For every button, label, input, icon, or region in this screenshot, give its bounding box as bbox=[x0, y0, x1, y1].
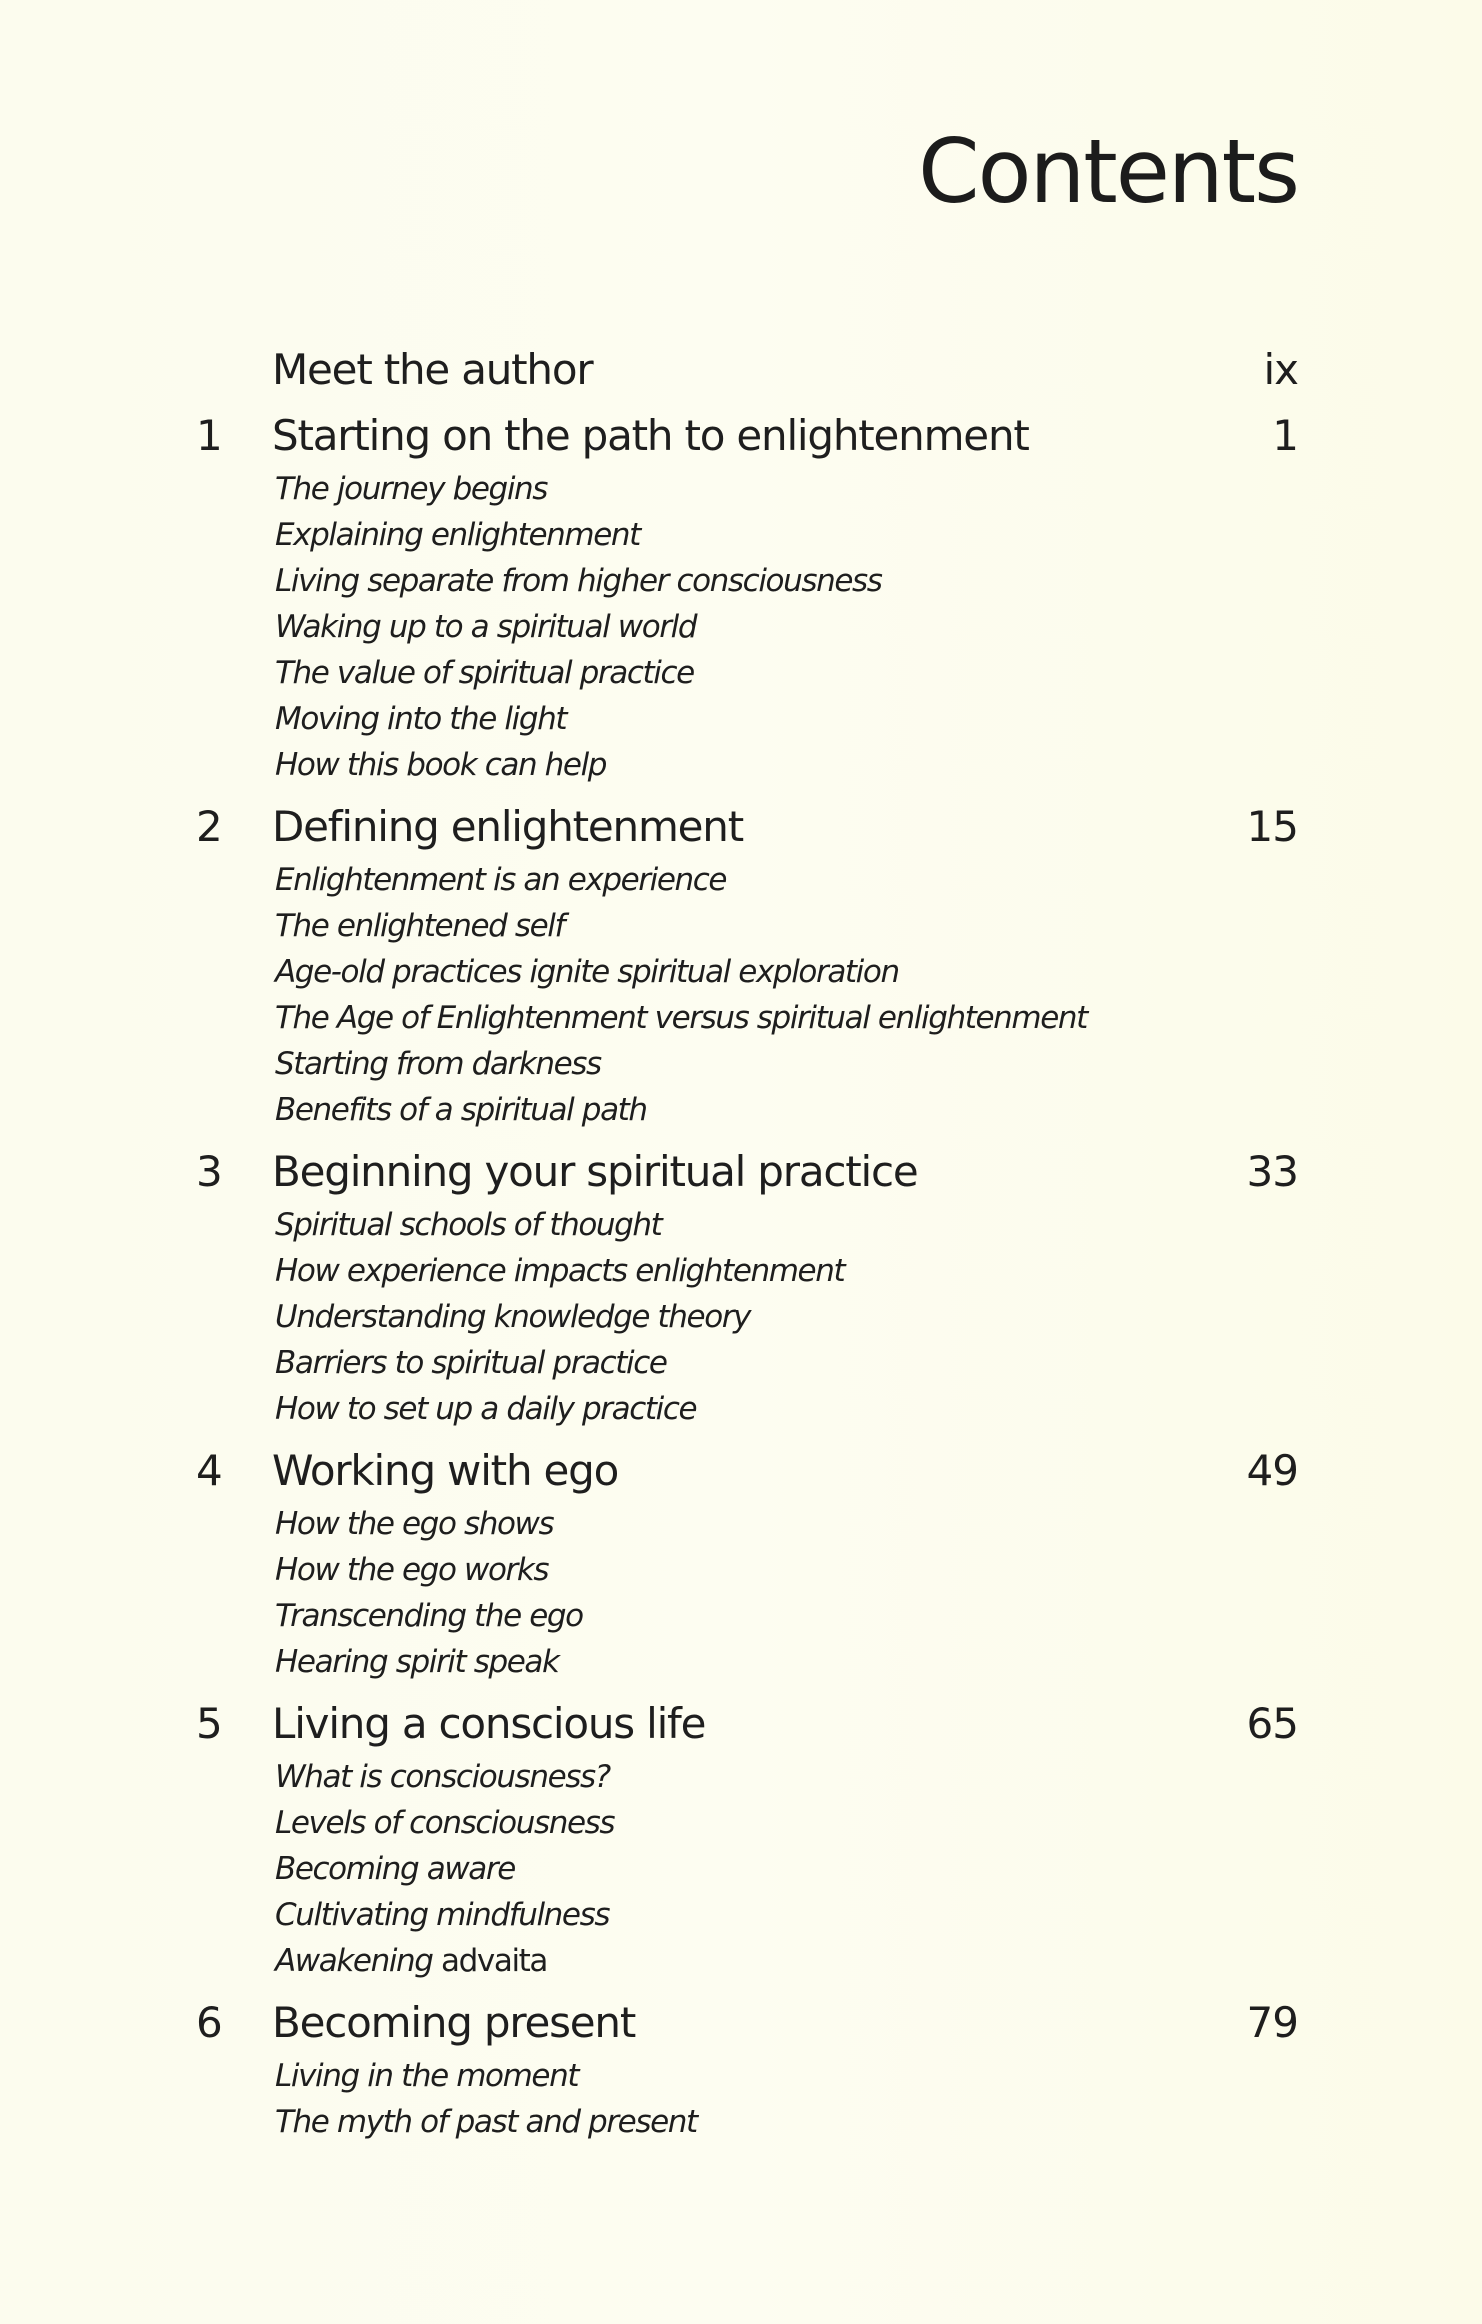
toc-section[interactable]: The Age of Enlightenment versus spiritual enlightenment bbox=[275, 1000, 1087, 1036]
toc-section[interactable]: The enlightened self bbox=[275, 908, 565, 944]
toc-section[interactable]: Becoming aware bbox=[275, 1851, 515, 1887]
toc-page-number: 15 bbox=[1246, 802, 1298, 851]
toc-page-number: 65 bbox=[1246, 1699, 1298, 1748]
chapter-title: Beginning your spiritual practice bbox=[272, 1147, 918, 1196]
toc-section[interactable]: How experience impacts enlightenment bbox=[275, 1253, 845, 1289]
toc-section[interactable]: Understanding knowledge theory bbox=[275, 1299, 751, 1335]
toc-section[interactable]: Benefits of a spiritual path bbox=[275, 1092, 647, 1128]
toc-section[interactable]: Starting from darkness bbox=[275, 1046, 601, 1082]
toc-section[interactable]: How this book can help bbox=[275, 747, 607, 783]
chapter-title: Defining enlightenment bbox=[272, 802, 743, 851]
chapter-number: 5 bbox=[196, 1699, 223, 1748]
chapter-title: Living a conscious life bbox=[272, 1699, 706, 1748]
toc-section[interactable]: Explaining enlightenment bbox=[275, 517, 640, 553]
toc-section[interactable]: Living in the moment bbox=[275, 2058, 579, 2094]
toc-section[interactable]: Age-old practices ignite spiritual exploration bbox=[275, 954, 899, 990]
toc-section[interactable]: The journey begins bbox=[275, 471, 548, 507]
toc-page-number: 33 bbox=[1246, 1147, 1298, 1196]
toc-section[interactable]: Cultivating mindfulness bbox=[275, 1897, 610, 1933]
page-title: Contents bbox=[918, 120, 1298, 223]
toc-section[interactable]: The value of spiritual practice bbox=[275, 655, 694, 691]
toc-section[interactable]: Living separate from higher consciousness bbox=[275, 563, 882, 599]
toc-chapter-5[interactable] bbox=[0, 1696, 1482, 1752]
toc-chapter-2[interactable] bbox=[0, 799, 1482, 855]
chapter-number: 4 bbox=[196, 1446, 223, 1495]
toc-chapter-6[interactable] bbox=[0, 1995, 1482, 2051]
toc-section[interactable]: Enlightenment is an experience bbox=[275, 862, 727, 898]
toc-page-number: 79 bbox=[1246, 1998, 1298, 2047]
toc-entry-title: Meet the author bbox=[272, 345, 593, 394]
toc-section[interactable]: Waking up to a spiritual world bbox=[275, 609, 697, 645]
toc-section[interactable]: Hearing spirit speak bbox=[275, 1644, 559, 1680]
toc-page-number: 1 bbox=[1272, 411, 1298, 460]
section-text-italic: Awakening bbox=[275, 1943, 442, 1979]
toc-section[interactable]: How to set up a daily practice bbox=[275, 1391, 697, 1427]
toc-section[interactable]: Transcending the ego bbox=[275, 1598, 583, 1634]
toc-section[interactable]: Levels of consciousness bbox=[275, 1805, 615, 1841]
toc-section[interactable]: How the ego shows bbox=[275, 1506, 554, 1542]
chapter-title: Becoming present bbox=[272, 1998, 636, 2047]
chapter-number: 3 bbox=[196, 1147, 223, 1196]
toc-section-awakening-advaita[interactable] bbox=[275, 1941, 547, 1981]
toc-chapter-3[interactable] bbox=[0, 1144, 1482, 1200]
chapter-title: Starting on the path to enlightenment bbox=[272, 411, 1029, 460]
toc-section[interactable]: Moving into the light bbox=[275, 701, 567, 737]
section-text-upright: advaita bbox=[441, 1943, 548, 1979]
chapter-number: 1 bbox=[196, 411, 223, 460]
toc-section[interactable]: The myth of past and present bbox=[275, 2104, 697, 2140]
toc-page-number: ix bbox=[1263, 345, 1298, 394]
toc-section[interactable]: Barriers to spiritual practice bbox=[275, 1345, 667, 1381]
chapter-number: 6 bbox=[196, 1998, 223, 2047]
toc-chapter-1[interactable] bbox=[0, 408, 1482, 464]
toc-section[interactable]: How the ego works bbox=[275, 1552, 549, 1588]
toc-section[interactable]: Spiritual schools of thought bbox=[275, 1207, 662, 1243]
toc-entry-meet-the-author[interactable] bbox=[0, 342, 1482, 398]
toc-chapter-4[interactable] bbox=[0, 1443, 1482, 1499]
toc-page-number: 49 bbox=[1246, 1446, 1298, 1495]
toc-section[interactable]: What is consciousness? bbox=[275, 1759, 610, 1795]
chapter-number: 2 bbox=[196, 802, 223, 851]
chapter-title: Working with ego bbox=[272, 1446, 619, 1495]
